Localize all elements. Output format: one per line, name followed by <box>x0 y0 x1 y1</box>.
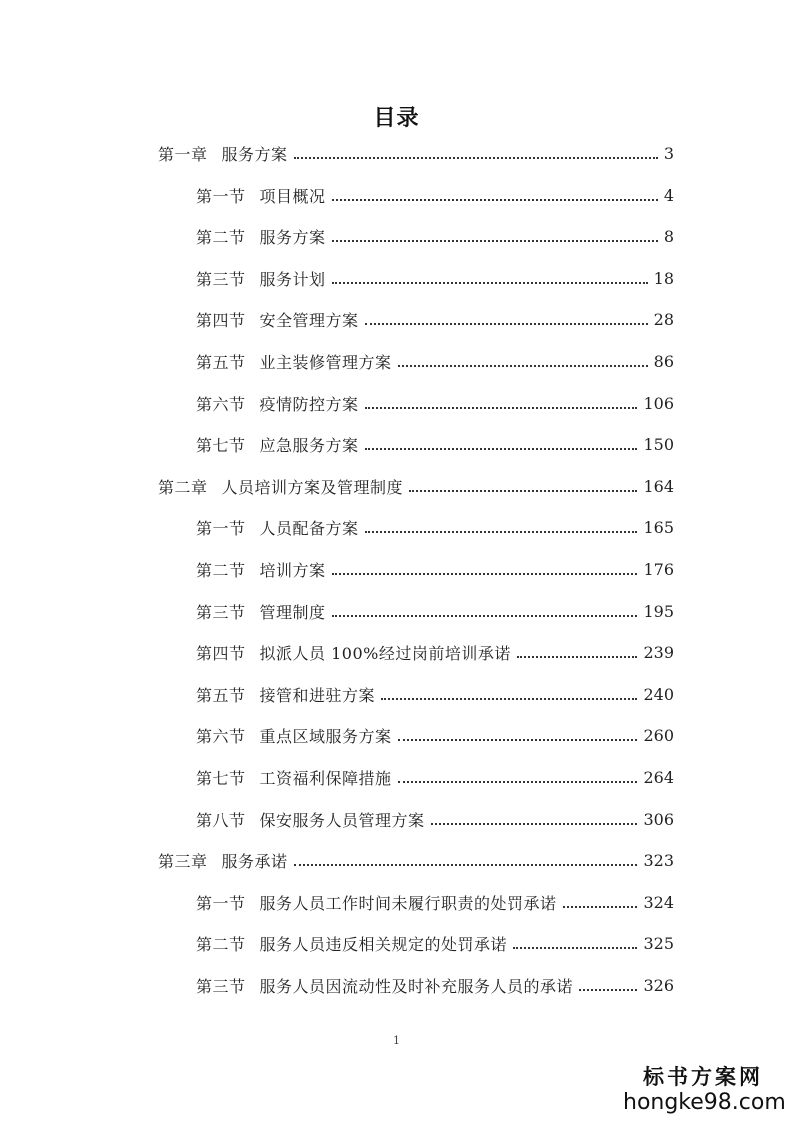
toc-entry-label: 第二节 <box>196 227 246 247</box>
toc-entry-heading: 疫情防控方案 <box>259 394 359 414</box>
toc-entry[interactable] <box>196 429 674 459</box>
toc-title: 目录 <box>373 106 420 131</box>
toc-entry-page-number: 240 <box>643 684 674 704</box>
toc-entry[interactable] <box>196 263 674 293</box>
toc-entry-page-number: 4 <box>663 185 674 205</box>
toc-entry-page-number: 3 <box>663 143 674 163</box>
toc-entry-heading: 服务人员违反相关规定的处罚承诺 <box>259 934 508 954</box>
page-number: 1 <box>393 1034 400 1047</box>
toc-leader-dots <box>431 823 638 825</box>
toc-leader-dots <box>365 323 648 325</box>
toc-leader-dots <box>513 947 637 949</box>
toc-entry-heading: 接管和进驻方案 <box>259 685 376 705</box>
toc-entry-heading: 重点区域服务方案 <box>259 726 392 746</box>
toc-entry[interactable] <box>196 970 674 1000</box>
toc-entry-label: 第五节 <box>196 685 246 705</box>
toc-entry-page-number: 239 <box>643 642 674 662</box>
toc-entry[interactable] <box>158 471 674 501</box>
toc-entry-label: 第三节 <box>196 602 246 622</box>
toc-entry-label: 第一节 <box>196 186 246 206</box>
toc-entry-heading: 工资福利保障措施 <box>259 768 392 788</box>
toc-entry-page-number: 176 <box>643 559 674 579</box>
toc-entry-label: 第一章 <box>158 144 208 164</box>
toc-entry[interactable] <box>196 720 674 750</box>
toc-entry-heading: 人员配备方案 <box>259 518 359 538</box>
toc-entry-page-number: 260 <box>643 725 674 745</box>
toc-entry-label: 第三节 <box>196 269 246 289</box>
toc-entry-page-number: 323 <box>643 850 674 870</box>
toc-entry-label: 第六节 <box>196 394 246 414</box>
toc-entry-heading: 服务人员因流动性及时补充服务人员的承诺 <box>259 976 574 996</box>
toc-leader-dots <box>332 282 648 284</box>
toc-entry-page-number: 8 <box>663 226 674 246</box>
toc-leader-dots <box>294 864 638 866</box>
toc-entry-heading: 服务方案 <box>221 144 288 164</box>
toc-entry[interactable] <box>196 596 674 626</box>
toc-entry-heading: 人员培训方案及管理制度 <box>221 477 404 497</box>
toc-leader-dots <box>332 240 658 242</box>
toc-leader-dots <box>398 739 638 741</box>
watermark-site-url: hongke98.com <box>623 1090 786 1115</box>
toc-entry-page-number: 150 <box>643 434 674 454</box>
toc-entry-heading: 拟派人员 100%经过岗前培训承诺 <box>259 643 511 663</box>
toc-entry-label: 第二节 <box>196 560 246 580</box>
toc-entry-label: 第四节 <box>196 643 246 663</box>
toc-entry-page-number: 164 <box>643 476 674 496</box>
toc-entry[interactable] <box>196 388 674 418</box>
toc-entry-page-number: 28 <box>653 309 674 329</box>
toc-leader-dots <box>332 199 658 201</box>
toc-entry[interactable] <box>196 554 674 584</box>
toc-entry-page-number: 306 <box>643 809 674 829</box>
toc-leader-dots <box>381 698 637 700</box>
toc-entry[interactable] <box>196 637 674 667</box>
toc-entry-heading: 业主装修管理方案 <box>259 352 392 372</box>
toc-entry-page-number: 195 <box>643 601 674 621</box>
toc-leader-dots <box>398 781 638 783</box>
toc-leader-dots <box>365 531 638 533</box>
toc-entry-heading: 服务方案 <box>259 227 326 247</box>
toc-entry-heading: 服务人员工作时间未履行职责的处罚承诺 <box>259 893 557 913</box>
toc-entry-page-number: 325 <box>643 933 674 953</box>
toc-entry-heading: 安全管理方案 <box>259 310 359 330</box>
toc-leader-dots <box>563 906 638 908</box>
toc-leader-dots <box>398 365 648 367</box>
toc-entry[interactable] <box>196 221 674 251</box>
toc-entry[interactable] <box>158 138 674 168</box>
toc-entry-page-number: 324 <box>643 892 674 912</box>
toc-entry[interactable] <box>196 512 674 542</box>
toc-entry-page-number: 86 <box>653 351 674 371</box>
toc-entry-label: 第七节 <box>196 768 246 788</box>
toc-entry-page-number: 106 <box>643 393 674 413</box>
toc-entry-label: 第五节 <box>196 352 246 372</box>
toc-leader-dots <box>365 448 638 450</box>
toc-entry-label: 第七节 <box>196 435 246 455</box>
toc-entry[interactable] <box>196 887 674 917</box>
toc-entry[interactable] <box>196 804 674 834</box>
toc-entry-page-number: 264 <box>643 767 674 787</box>
toc-leader-dots <box>332 573 638 575</box>
toc-entry-label: 第六节 <box>196 726 246 746</box>
toc-leader-dots <box>409 490 637 492</box>
toc-entry-heading: 管理制度 <box>259 602 326 622</box>
toc-entry-label: 第四节 <box>196 310 246 330</box>
toc-entry-label: 第二节 <box>196 934 246 954</box>
toc-entry-label: 第三章 <box>158 851 208 871</box>
toc-entry[interactable] <box>196 304 674 334</box>
toc-entry-label: 第一节 <box>196 518 246 538</box>
toc-entry[interactable] <box>196 346 674 376</box>
toc-leader-dots <box>332 615 638 617</box>
toc-entry-label: 第三节 <box>196 976 246 996</box>
toc-leader-dots <box>517 656 638 658</box>
toc-entry-heading: 项目概况 <box>259 186 326 206</box>
toc-entry-page-number: 326 <box>643 975 674 995</box>
toc-entry[interactable] <box>196 762 674 792</box>
toc-entry-label: 第八节 <box>196 810 246 830</box>
toc-leader-dots <box>365 407 638 409</box>
toc-entry-page-number: 165 <box>643 517 674 537</box>
toc-entry[interactable] <box>196 928 674 958</box>
toc-entry-heading: 培训方案 <box>259 560 326 580</box>
toc-entry-heading: 应急服务方案 <box>259 435 359 455</box>
toc-entry-heading: 服务承诺 <box>221 851 288 871</box>
toc-entry[interactable] <box>196 679 674 709</box>
toc-entry-label: 第二章 <box>158 477 208 497</box>
toc-leader-dots <box>579 989 637 991</box>
site-watermark <box>623 1064 786 1116</box>
toc-entry-heading: 保安服务人员管理方案 <box>259 810 425 830</box>
toc-leader-dots <box>294 157 658 159</box>
watermark-site-name: 标书方案网 <box>643 1064 763 1089</box>
toc-entry[interactable] <box>158 845 674 875</box>
toc-entry-label: 第一节 <box>196 893 246 913</box>
toc-entry[interactable] <box>196 180 674 210</box>
toc-entry-heading: 服务计划 <box>259 269 326 289</box>
toc-entry-page-number: 18 <box>653 268 674 288</box>
